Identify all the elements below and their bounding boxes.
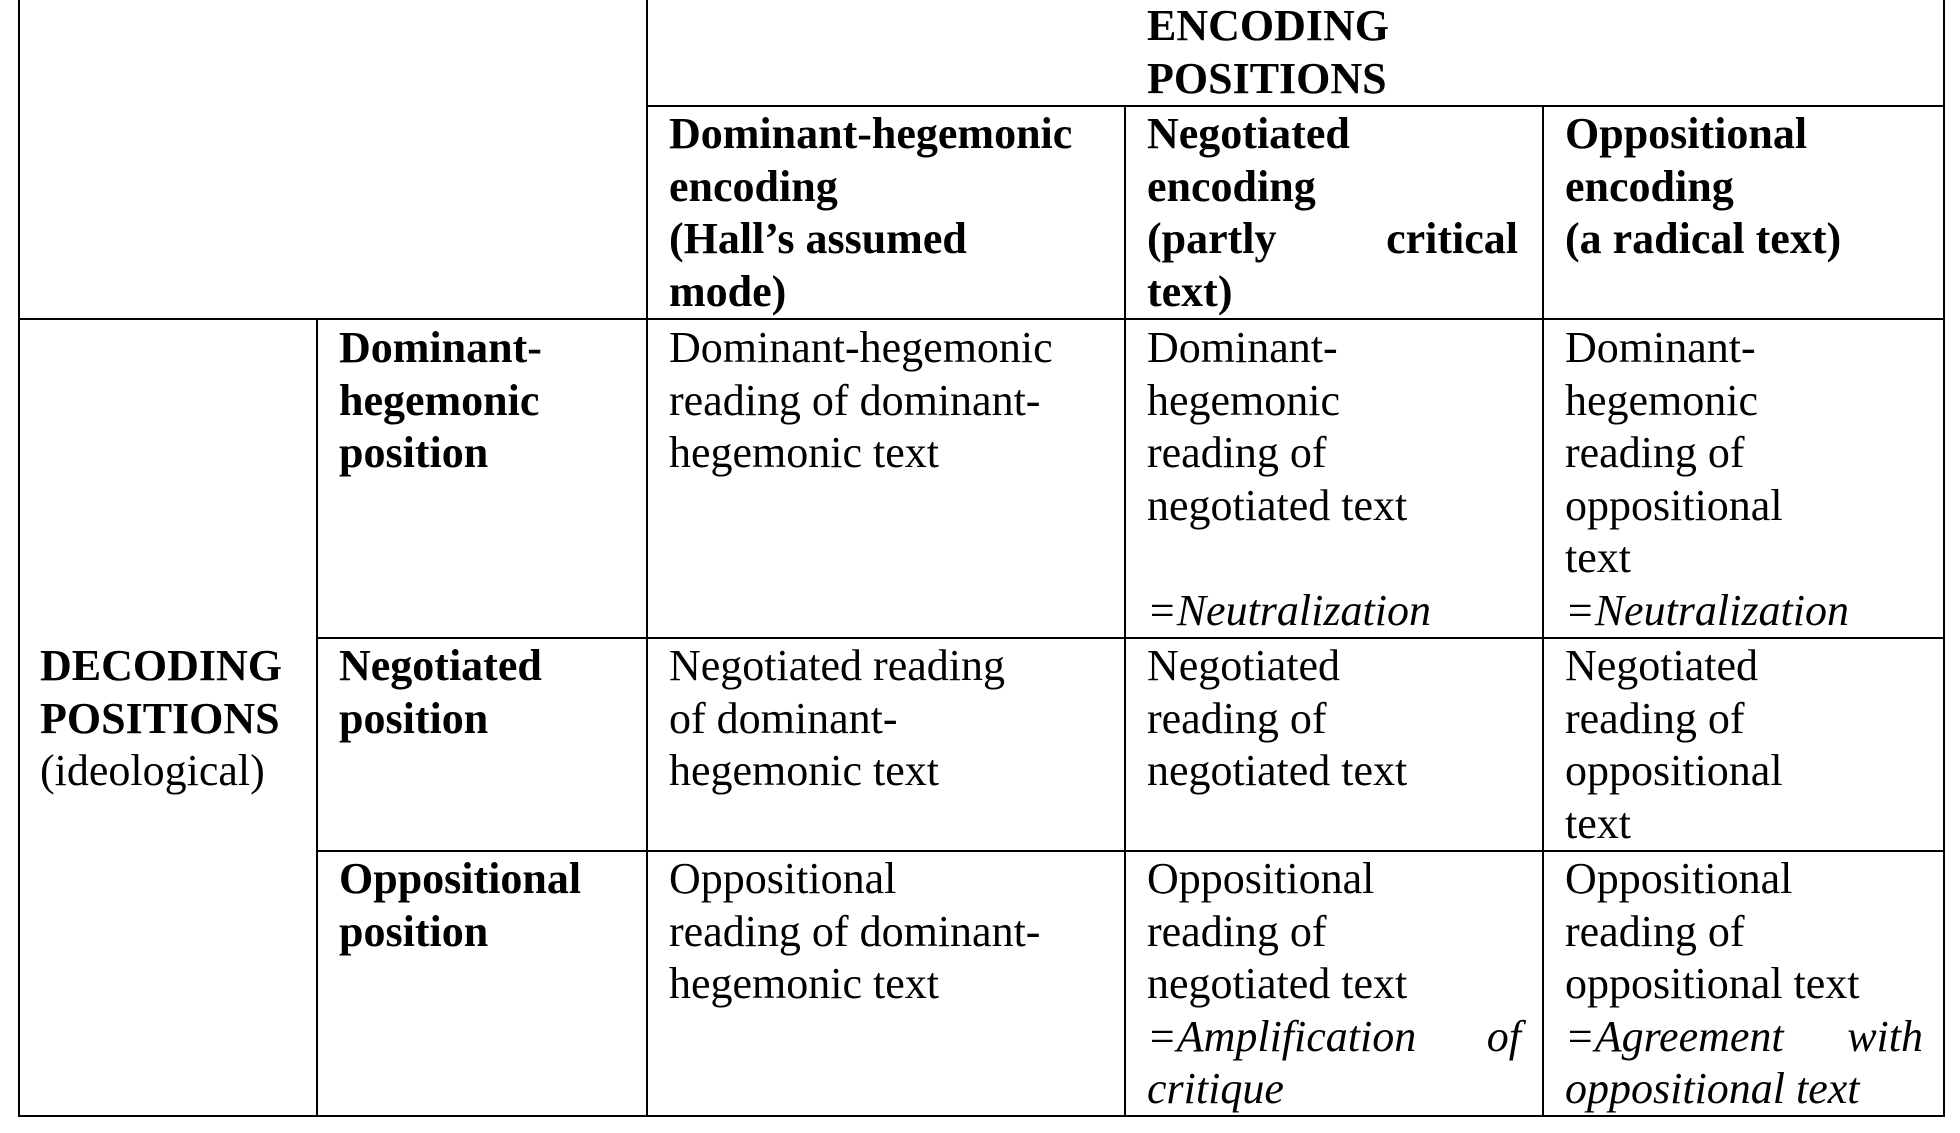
cell-line: Negotiated [1147,641,1341,690]
cell-line: hegemonic [1565,375,1759,425]
decoding-positions-header [40,640,282,798]
cell-oppositional-oppositional [1565,853,1923,1116]
cell-line: reading of dominant- [669,375,1041,425]
row-label-dominant [339,322,542,480]
rule-top-encoding [648,105,1945,107]
column-header-line: (Hall’s assumed [669,214,967,263]
cell-line: Oppositional [1565,854,1793,903]
cell-line: of dominant- [669,693,898,743]
cell-note-word: =Amplification [1147,1011,1417,1061]
cell-line: hegemonic text [669,959,940,1008]
cell-line: hegemonic [1147,375,1341,425]
column-header-line: mode) [669,266,787,316]
rule-header-bottom [18,318,1945,320]
row-label-line: position [339,428,489,477]
cell-line: reading of [1565,693,1745,743]
column-header-line: Oppositional [1565,109,1808,158]
rule-col1-left [646,0,648,1117]
column-header-line: encoding [669,161,838,211]
cell-line: negotiated text [1147,480,1408,530]
decoding-header-line1: DECODING [40,641,283,690]
cell-note: critique [1147,1064,1284,1113]
rule-row1-bottom [318,637,1945,639]
row-label-line: hegemonic [339,375,540,425]
encoding-header-line1: ENCODING [1147,1,1390,50]
column-header-line: encoding [1147,161,1316,211]
row-label-oppositional [339,853,581,958]
row-label-negotiated [339,640,542,745]
column-header-line: encoding [1565,161,1734,211]
cell-oppositional-negotiated [1147,853,1521,1116]
cell-line: hegemonic text [669,428,940,477]
row-label-line: Oppositional [339,854,582,903]
cell-line: oppositional [1565,746,1783,795]
cell-line: Negotiated [1565,641,1759,690]
cell-line: oppositional [1565,480,1783,530]
cell-note: =Neutralization [1147,586,1431,635]
row-label-line: position [339,693,489,743]
cell-line: Dominant- [1565,323,1756,372]
cell-line: hegemonic text [669,746,940,795]
column-header-negotiated [1147,108,1518,318]
column-header-line: Negotiated [1147,109,1350,158]
cell-dominant-oppositional [1565,322,1849,637]
cell-note-justified [1565,1011,1923,1064]
column-header-oppositional [1565,108,1841,266]
rule-left [18,0,20,1117]
cell-dominant-negotiated [1147,322,1407,532]
row-label-line: position [339,906,489,956]
cell-note-word: of [1486,1011,1521,1061]
cell-line: Negotiated reading [669,641,1005,690]
cell-line: text [1565,533,1631,582]
note-neutralization [1147,585,1431,638]
cell-line: negotiated text [1147,959,1408,1008]
cell-negotiated-dominant [669,640,1005,798]
cell-negotiated-oppositional [1565,640,1783,850]
cell-line: negotiated text [1147,746,1408,795]
decoding-header-line3: (ideological) [40,746,265,795]
encoding-positions-header [1147,0,1389,105]
cell-line: text [1565,798,1631,848]
cell-line: Dominant-hegemonic [669,323,1053,372]
cell-line: reading of [1147,693,1327,743]
cell-line: Dominant- [1147,323,1338,372]
cell-line: reading of [1565,428,1745,477]
cell-line: reading of [1147,906,1327,956]
row-label-line: Dominant- [339,323,542,372]
column-header-word: critical [1386,214,1518,263]
cell-note-word: =Agreement [1565,1011,1784,1061]
rule-col2-left [1124,105,1126,1117]
cell-note: =Neutralization [1565,585,1849,635]
column-header-word: (partly [1147,214,1277,263]
cell-dominant-dominant [669,322,1053,480]
column-header-justified-line [1147,213,1518,266]
cell-line: oppositional text [1565,959,1860,1008]
encoding-header-line2: POSITIONS [1147,53,1387,103]
cell-line: reading of [1147,428,1327,477]
column-header-line: text) [1147,266,1233,316]
cell-oppositional-dominant [669,853,1040,1011]
cell-note: oppositional text [1565,1064,1860,1113]
rule-right [1943,0,1945,1117]
rule-row2-bottom [318,850,1945,852]
cell-line: Oppositional [669,854,897,903]
cell-line: reading of dominant- [669,906,1041,956]
cell-note-justified [1147,1011,1521,1064]
rule-col3-left [1542,105,1544,1117]
cell-line: Oppositional [1147,854,1375,903]
column-header-dominant [669,108,1072,318]
column-header-line: Dominant-hegemonic [669,109,1073,158]
cell-line: reading of [1565,906,1745,956]
cell-note-word: with [1847,1011,1923,1061]
column-header-line: (a radical text) [1565,214,1842,263]
decoding-header-line2: POSITIONS [40,693,280,743]
row-label-line: Negotiated [339,641,542,690]
rule-label-col [316,318,318,1117]
cell-negotiated-negotiated [1147,640,1407,798]
